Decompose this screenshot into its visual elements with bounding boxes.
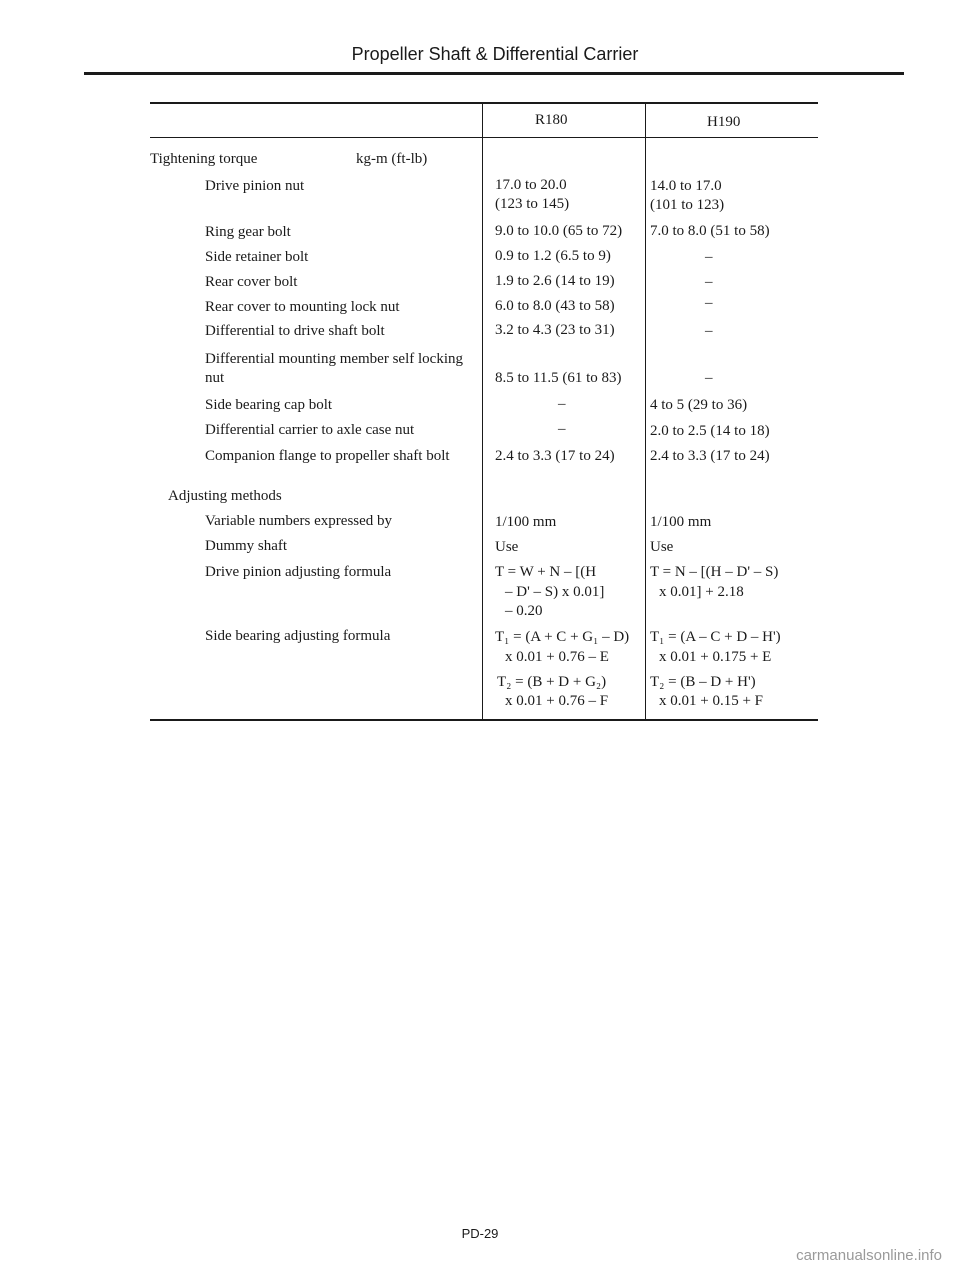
r180-value: 0.9 to 1.2 (6.5 to 9)	[495, 248, 611, 264]
h190-value: 2.0 to 2.5 (14 to 18)	[650, 423, 770, 439]
h190-value: (101 to 123)	[650, 197, 725, 213]
table-header-rule	[150, 137, 818, 138]
r180-value: 9.0 to 10.0 (65 to 72)	[495, 223, 623, 239]
h190-value: x 0.01 + 0.175 + E	[659, 649, 772, 665]
row-label: Dummy shaft	[205, 538, 288, 554]
h190-value: x 0.01 + 0.15 + F	[659, 693, 764, 709]
r180-value: T = W + N – [(H	[495, 564, 597, 580]
h190-value: Use	[650, 539, 674, 555]
row-label: Drive pinion nut	[205, 178, 305, 194]
r180-value: x 0.01 + 0.76 – E	[505, 649, 609, 665]
adjust-heading: Adjusting methods	[168, 488, 282, 504]
page-number: PD-29	[461, 1226, 499, 1241]
r180-value: x 0.01 + 0.76 – F	[505, 693, 609, 709]
h190-value: x 0.01] + 2.18	[659, 584, 744, 600]
header-rule	[84, 72, 904, 75]
row-label: Side bearing cap bolt	[205, 397, 333, 413]
h190-value: 14.0 to 17.0	[650, 178, 722, 194]
h190-value: –	[705, 249, 713, 265]
r180-value: 3.2 to 4.3 (23 to 31)	[495, 322, 615, 338]
row-label: Side retainer bolt	[205, 249, 309, 265]
r180-value: T₂ = (B + D + G₂)	[497, 674, 607, 690]
h190-value: T₁ = (A – C + D – H')	[650, 629, 781, 645]
row-label: Rear cover to mounting lock nut	[205, 299, 400, 315]
r180-value: 6.0 to 8.0 (43 to 58)	[495, 298, 615, 314]
torque-unit: kg-m (ft-lb)	[356, 151, 428, 167]
r180-value: 8.5 to 11.5 (61 to 83)	[495, 370, 622, 386]
h190-value: 4 to 5 (29 to 36)	[650, 397, 748, 413]
column-header-h190: H190	[707, 114, 741, 130]
r180-value: – 0.20	[505, 603, 543, 619]
r180-value: 2.4 to 3.3 (17 to 24)	[495, 448, 615, 464]
r180-value: –	[558, 396, 566, 412]
page-title: Propeller Shaft & Differential Carrier	[351, 44, 639, 64]
row-label: Ring gear bolt	[205, 224, 291, 240]
r180-value: – D' – S) x 0.01]	[505, 584, 605, 600]
row-label: Side bearing adjusting formula	[205, 628, 391, 644]
h190-value: –	[705, 323, 713, 339]
column-divider-right	[645, 103, 646, 720]
column-header-r180: R180	[535, 112, 568, 128]
watermark: carmanualsonline.info	[796, 1247, 942, 1264]
h190-value: T = N – [(H – D' – S)	[650, 564, 779, 580]
row-label: Companion flange to propeller shaft bolt	[205, 448, 450, 464]
row-label: Rear cover bolt	[205, 274, 298, 290]
r180-value: 1.9 to 2.6 (14 to 19)	[495, 273, 615, 289]
r180-value: 17.0 to 20.0	[495, 177, 567, 193]
row-label: Differential to drive shaft bolt	[205, 323, 385, 339]
row-label: Variable numbers expressed by	[205, 513, 393, 529]
r180-value: 1/100 mm	[495, 514, 557, 530]
r180-value: –	[558, 421, 566, 437]
row-label: Differential mounting member self locking	[205, 351, 463, 367]
r180-value: T₁ = (A + C + G₁ – D)	[495, 629, 630, 645]
torque-heading: Tightening torque	[150, 151, 258, 167]
column-divider-left	[482, 103, 483, 720]
h190-value: –	[705, 370, 713, 386]
h190-value: –	[705, 274, 713, 290]
table-top-rule	[150, 102, 818, 104]
r180-value: Use	[495, 539, 519, 555]
h190-value: –	[705, 295, 713, 311]
r180-value: (123 to 145)	[495, 196, 570, 212]
h190-value: T₂ = (B – D + H')	[650, 674, 756, 690]
table-bottom-rule	[150, 719, 818, 721]
h190-value: 7.0 to 8.0 (51 to 58)	[650, 223, 770, 239]
row-label: Drive pinion adjusting formula	[205, 564, 392, 580]
h190-value: 1/100 mm	[650, 514, 712, 530]
h190-value: 2.4 to 3.3 (17 to 24)	[650, 448, 770, 464]
row-label: Differential carrier to axle case nut	[205, 422, 415, 438]
row-label: nut	[205, 370, 225, 386]
